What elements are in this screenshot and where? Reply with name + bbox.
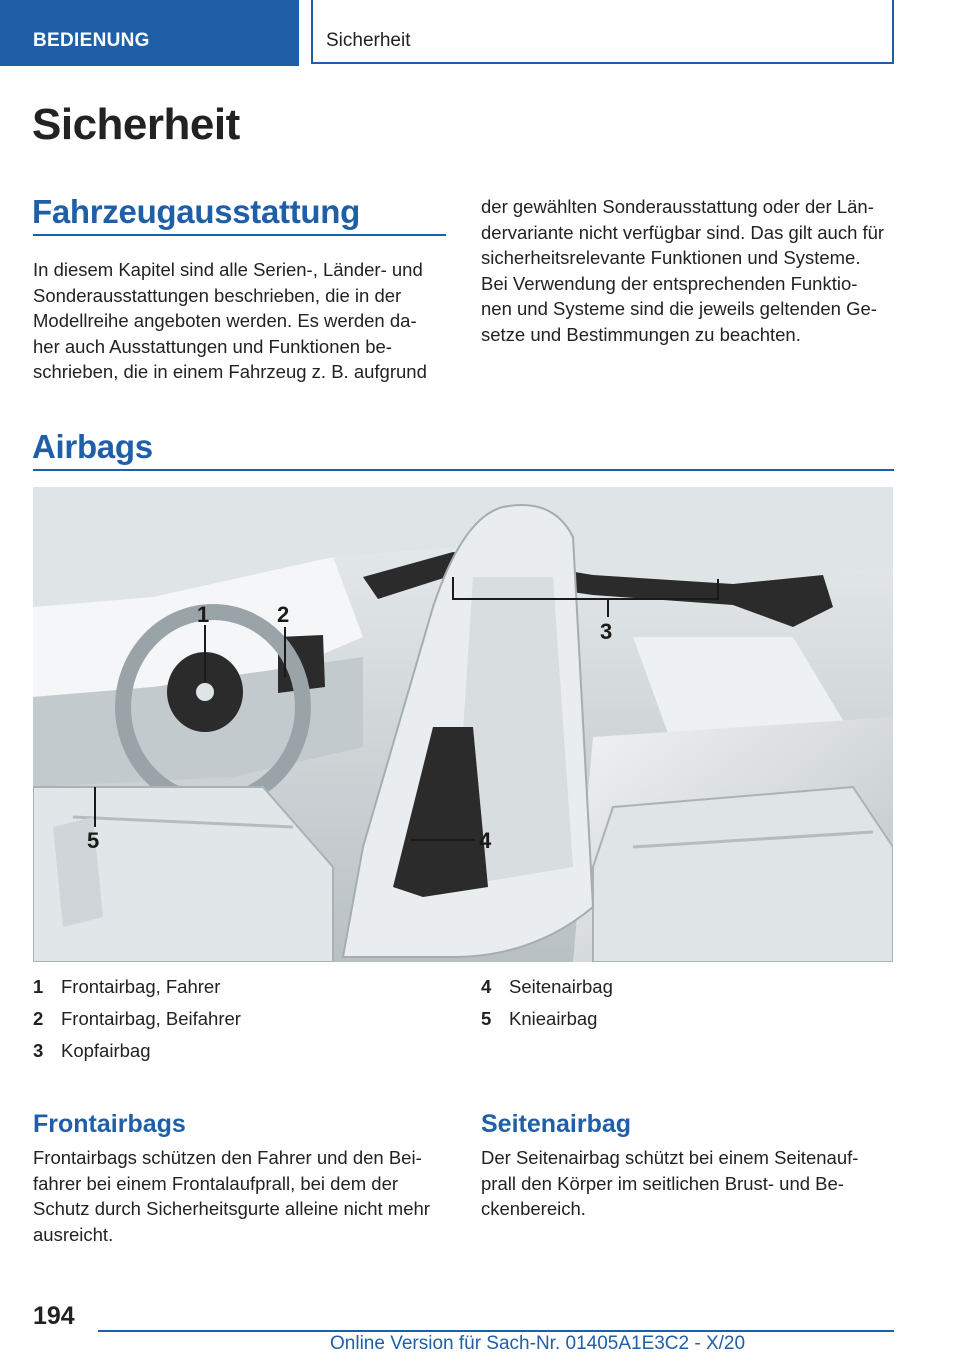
legend-item: [481, 971, 613, 1003]
text-line: Frontairbags schützen den Fahrer und den Bei-: [33, 1147, 422, 1168]
text-line: Der Seitenairbag schützt bei einem Seitenauf-: [481, 1147, 859, 1168]
footer-online-version: Online Version für Sach-Nr. 01405A1E3C2 - X/20: [330, 1333, 746, 1354]
page-number: 194: [33, 1302, 75, 1330]
text-line: prall den Körper im seitlichen Brust- und Be-: [481, 1172, 844, 1194]
text-line: In diesem Kapitel sind alle Serien-, Länder- und: [33, 259, 423, 280]
header-section-label: BEDIENUNG: [33, 30, 150, 51]
text-line: ckenbereich.: [481, 1198, 586, 1219]
text-line: dervariante nicht verfügbar sind. Das gilt auch für: [481, 221, 885, 243]
text-line: Sonderausstattungen beschrieben, die in der: [33, 284, 402, 306]
callout-number: 2: [277, 602, 290, 627]
heading-fahrzeugausstattung: Fahrzeugausstattung: [32, 193, 360, 230]
legend-item: [481, 1003, 613, 1035]
airbag-legend-col1: [33, 971, 241, 1067]
legend-number: 3: [33, 1040, 44, 1061]
legend-number: 2: [33, 1008, 44, 1029]
legend-number: 1: [33, 976, 44, 997]
page-title: Sicherheit: [32, 100, 240, 149]
text-line: nen und Systeme sind die jeweils geltenden Ge-: [481, 298, 877, 319]
car-interior-drawing: [33, 487, 893, 962]
callout-number: 4: [479, 828, 492, 853]
text-line: her auch Ausstattungen und Funktionen be-: [33, 335, 392, 357]
heading-rule: [33, 234, 446, 236]
footer-rule: [98, 1330, 894, 1332]
header-chapter-label: Sicherheit: [326, 30, 411, 51]
heading-frontairbags: Frontairbags: [33, 1110, 186, 1138]
legend-label: Kopfairbag: [61, 1040, 151, 1061]
legend-label: Knieairbag: [509, 1008, 598, 1029]
legend-number: 5: [481, 1008, 492, 1029]
legend-item: [33, 1003, 241, 1035]
text-line: fahrer bei einem Frontalaufprall, bei dem der: [33, 1172, 399, 1194]
frontairbags-text: [33, 1145, 430, 1247]
heading-seitenairbag: Seitenairbag: [481, 1110, 632, 1138]
callout-number: 3: [600, 619, 613, 644]
legend-label: Frontairbag, Fahrer: [61, 976, 221, 997]
callout-number: 1: [197, 602, 210, 627]
header-section-tab: [0, 0, 299, 66]
text-line: Modellreihe angeboten werden. Es werden da-: [33, 310, 417, 331]
text-line: setze und Bestimmungen zu beachten.: [481, 323, 801, 345]
fahrzeugausstattung-text-col1: [33, 257, 427, 385]
heading-rule: [33, 469, 894, 471]
legend-item: [33, 971, 241, 1003]
callout-number: 5: [87, 828, 100, 853]
legend-label: Seitenairbag: [509, 976, 613, 997]
text-line: Bei Verwendung der entsprechenden Funktio-: [481, 272, 858, 294]
legend-item: [33, 1035, 241, 1067]
text-line: der gewählten Sonderausstattung oder der Län-: [481, 196, 874, 217]
text-line: schrieben, die in einem Fahrzeug z. B. aufgrund: [33, 361, 427, 382]
airbag-legend-col2: [481, 971, 613, 1035]
text-line: Schutz durch Sicherheitsgurte alleine nicht mehr: [33, 1198, 430, 1219]
fahrzeugausstattung-text-col2: [481, 194, 884, 347]
airbag-illustration: [33, 487, 893, 962]
legend-label: Frontairbag, Beifahrer: [61, 1008, 241, 1029]
text-line: sicherheitsrelevante Funktionen und Systeme.: [481, 247, 861, 268]
seitenairbag-text: [481, 1145, 858, 1222]
heading-airbags: Airbags: [32, 428, 153, 465]
legend-number: 4: [481, 976, 492, 997]
header-chapter-box: [311, 0, 894, 64]
text-line: ausreicht.: [33, 1223, 114, 1245]
